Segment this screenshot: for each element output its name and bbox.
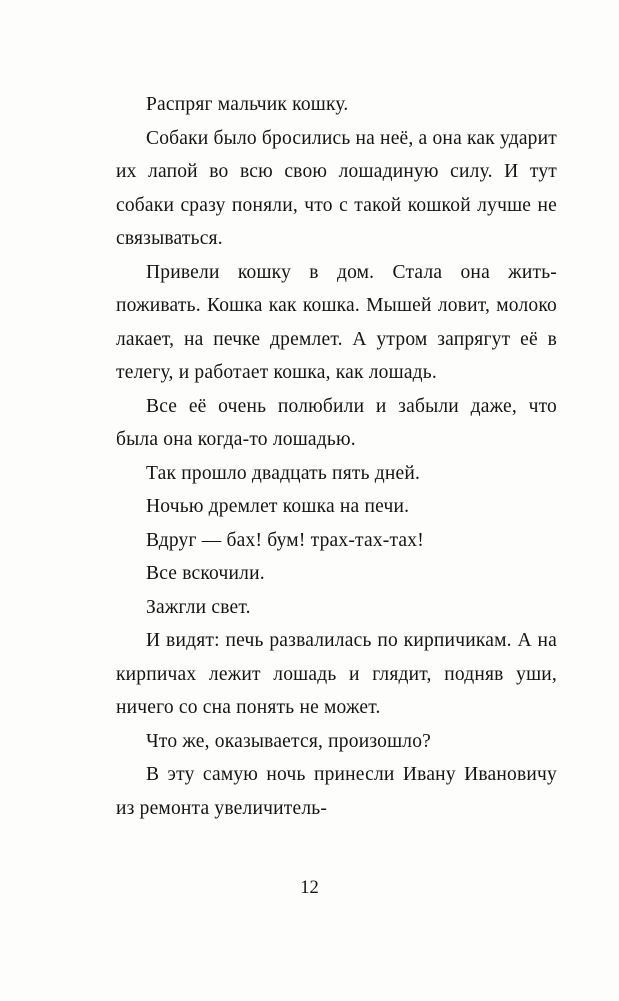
- paragraph: Собаки было бросились на неё, а она как ударит их лапой во всю свою лошадиную силу. И тут собаки сразу поняли, что с такой кошкой лучше не связываться.: [116, 127, 557, 249]
- paragraph: Что же, оказывается, произошло?: [146, 730, 432, 752]
- page-number: 12: [300, 878, 319, 898]
- paragraph: Зажгли свет.: [146, 596, 251, 618]
- page-text-body: [116, 88, 557, 825]
- paragraph: Ночью дремлет кошка на печи.: [146, 496, 410, 517]
- paragraph: Вдруг — бах! бум! трах-тах-тах!: [146, 529, 424, 551]
- paragraph: Привели кошку в дом. Стала она жить-поживать. Кошка как кошка. Мышей ловит, молоко лакает, на печке дремлет. А утром запрягут её в телегу, и работает кошка, как лошадь.: [116, 261, 557, 383]
- paragraph: Распряг мальчик кошку.: [146, 94, 349, 115]
- paragraph: И видят: печь развалилась по кирпичикам. А на кирпичах лежит лошадь и глядит, подняв уши, ничего со сна понять не может.: [116, 630, 557, 718]
- paragraph: Все вскочили.: [146, 563, 265, 584]
- paragraph: В эту самую ночь принесли Ивану Ивановичу из ремонта увеличитель-: [116, 764, 557, 819]
- paragraph: Так прошло двадцать пять дней.: [146, 462, 421, 484]
- paragraph: Все её очень полюбили и забыли даже, что была она когда-то лошадью.: [116, 395, 557, 450]
